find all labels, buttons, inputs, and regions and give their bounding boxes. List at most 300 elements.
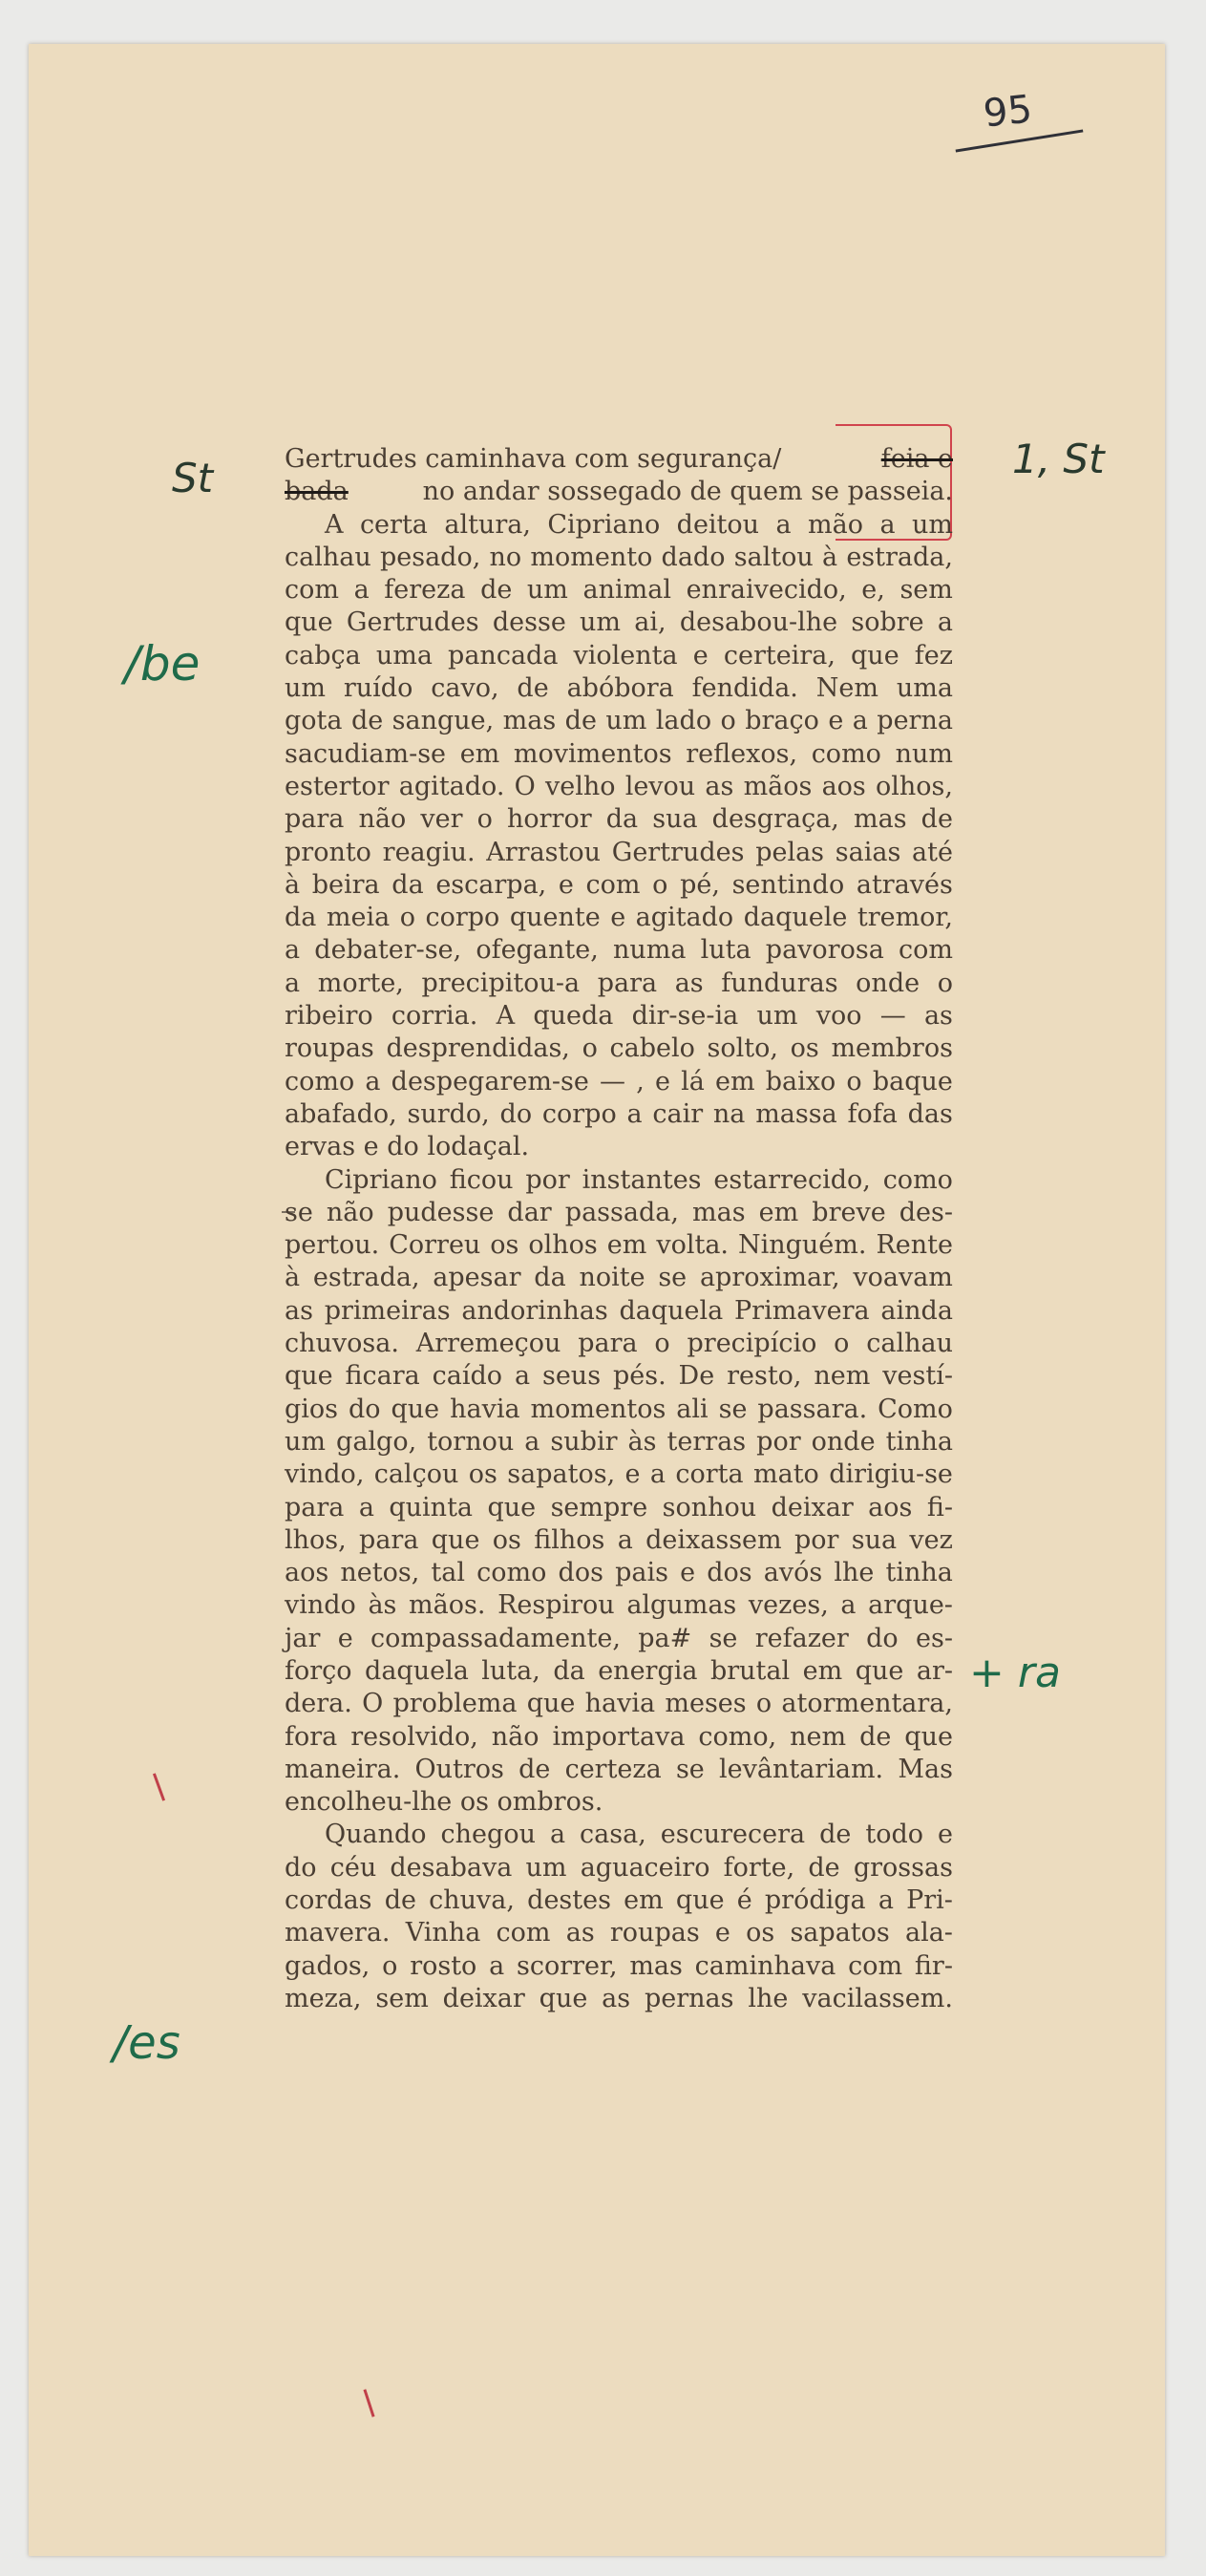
word: a xyxy=(285,968,301,998)
text-line xyxy=(285,1917,953,1949)
word: animal xyxy=(582,575,671,606)
word: calçou xyxy=(373,1459,459,1490)
word: filhos xyxy=(534,1524,605,1555)
word: sangue, xyxy=(391,706,495,736)
word: com xyxy=(285,575,339,606)
word: fir- xyxy=(914,1950,953,1981)
word: dos xyxy=(707,1558,752,1588)
word: pertou. xyxy=(285,1230,380,1261)
word: em xyxy=(459,738,500,769)
word: Cipriano xyxy=(547,509,661,540)
text-line xyxy=(285,705,953,737)
text-line xyxy=(285,1492,953,1524)
page-number-underline xyxy=(956,129,1084,152)
text-line xyxy=(285,1754,953,1786)
word: chuva, xyxy=(429,1885,515,1916)
word: Arrastou xyxy=(486,837,602,867)
word: como xyxy=(811,738,881,769)
word: das xyxy=(907,1098,953,1129)
word: vacilassem. xyxy=(802,1983,953,2013)
word: a xyxy=(358,1492,374,1522)
word: o xyxy=(382,1950,398,1981)
word: por xyxy=(793,1524,839,1555)
word: de xyxy=(808,1852,840,1883)
word: nem xyxy=(814,1361,871,1392)
word: os xyxy=(790,1033,819,1064)
word: as xyxy=(705,771,734,801)
word: a xyxy=(840,1590,857,1621)
word: fereza xyxy=(384,575,466,606)
word: daquele xyxy=(743,903,848,933)
word: voavam xyxy=(853,1263,953,1293)
word: se xyxy=(709,1623,738,1653)
word: vezes, xyxy=(748,1590,829,1621)
word: ficou xyxy=(449,1164,514,1195)
word: Primavera xyxy=(734,1295,870,1326)
word: e xyxy=(654,1066,670,1096)
word: braço xyxy=(745,706,819,736)
word: movimentos xyxy=(513,738,672,769)
word: por xyxy=(756,1426,801,1457)
word: roupas xyxy=(609,1918,700,1948)
word: da xyxy=(605,804,639,835)
text-line xyxy=(285,1983,953,2015)
text-line xyxy=(285,443,953,476)
word: lhos, xyxy=(285,1524,347,1555)
word: não xyxy=(326,1197,374,1227)
word: pés. xyxy=(612,1361,666,1392)
word: fendida. xyxy=(691,673,798,704)
word: des- xyxy=(899,1197,953,1227)
word: e xyxy=(624,1459,641,1490)
word: ar- xyxy=(916,1655,953,1686)
word: as xyxy=(565,1918,595,1948)
word: sapatos xyxy=(790,1918,890,1948)
word: um xyxy=(605,706,647,736)
word: energia xyxy=(598,1655,698,1686)
word: problema xyxy=(392,1689,518,1719)
page-number: 95 xyxy=(981,87,1035,137)
word: à xyxy=(285,1263,301,1293)
word: os xyxy=(746,1918,775,1948)
word: a xyxy=(626,1098,643,1129)
word: baixo xyxy=(765,1066,836,1096)
word: deitou xyxy=(676,509,760,540)
word: pudesse xyxy=(387,1197,495,1227)
text-line xyxy=(285,1721,953,1754)
word: céu xyxy=(329,1852,377,1883)
word: pancada xyxy=(448,640,559,671)
word: casa, xyxy=(580,1820,646,1850)
word: cordas xyxy=(285,1885,372,1916)
word: resolvido, xyxy=(350,1721,478,1752)
word: Rente xyxy=(876,1230,953,1261)
word: surdo, xyxy=(407,1098,490,1129)
word: como, xyxy=(698,1721,777,1752)
word: velho xyxy=(544,771,616,801)
word: , xyxy=(636,1066,645,1096)
word: funduras xyxy=(721,968,838,998)
word: quinta xyxy=(389,1492,474,1522)
word: os xyxy=(490,1230,519,1261)
word: aproximar, xyxy=(699,1263,840,1293)
word: violenta xyxy=(573,640,678,671)
word: maneira. xyxy=(285,1754,401,1784)
word: as xyxy=(602,1983,631,2013)
word: seus xyxy=(541,1361,602,1392)
word: desse xyxy=(492,607,566,638)
word: em xyxy=(606,1230,647,1261)
word: dado xyxy=(661,542,726,572)
word: Pri- xyxy=(906,1885,953,1916)
word: calhau xyxy=(866,1329,953,1359)
word: de xyxy=(517,673,549,704)
text-line xyxy=(285,1458,953,1491)
word: daquela xyxy=(619,1295,724,1326)
word: membros xyxy=(831,1033,953,1064)
word: meses xyxy=(665,1689,747,1719)
word: que xyxy=(285,607,333,638)
word: cabelo xyxy=(609,1033,695,1064)
word: estrada, xyxy=(312,1263,420,1293)
word: para xyxy=(359,1524,419,1555)
text-line xyxy=(285,1557,953,1589)
word: tremor, xyxy=(857,903,953,933)
word: ruído xyxy=(343,673,413,704)
word: e xyxy=(337,1623,353,1653)
word: se xyxy=(285,1197,313,1227)
word: levou xyxy=(624,771,696,801)
word: brutal xyxy=(709,1655,791,1686)
word: às xyxy=(627,1426,657,1457)
word: estrada, xyxy=(846,542,953,572)
word: sobre xyxy=(851,607,924,638)
text-line xyxy=(285,574,953,607)
word: o xyxy=(846,1066,862,1096)
word: o xyxy=(834,1329,850,1359)
word: escarpa, xyxy=(435,869,547,900)
word: terras xyxy=(666,1426,747,1457)
text-line xyxy=(285,542,953,574)
word: para xyxy=(578,1329,638,1359)
word: e xyxy=(938,1820,953,1850)
word: se xyxy=(658,1263,688,1293)
word: dir-se-ia xyxy=(631,1001,739,1032)
text-line xyxy=(285,607,953,639)
word: mãos. xyxy=(409,1590,486,1621)
word: luta, xyxy=(481,1655,540,1686)
word: beira xyxy=(311,869,380,900)
word: de xyxy=(564,706,597,736)
word: subir xyxy=(550,1426,618,1457)
text-line xyxy=(285,1262,953,1294)
text-line xyxy=(285,1197,953,1229)
word: fora xyxy=(285,1721,338,1752)
word: do xyxy=(499,1098,533,1129)
word: certeza xyxy=(564,1754,662,1784)
word: a xyxy=(489,1950,505,1981)
word: horror xyxy=(506,804,592,835)
word: debater-se, xyxy=(314,935,462,966)
text-line xyxy=(285,968,953,1000)
word: sem xyxy=(899,575,953,606)
word: a xyxy=(775,509,792,540)
word: por xyxy=(525,1164,570,1195)
word: mão xyxy=(808,509,864,540)
word: pernas xyxy=(644,1983,734,2013)
word: fez xyxy=(914,640,953,671)
word: a xyxy=(852,706,868,736)
word: da xyxy=(534,1263,566,1293)
word: a xyxy=(617,1524,633,1555)
word: o xyxy=(654,1329,670,1359)
word: para xyxy=(597,968,658,998)
text-line xyxy=(285,1295,953,1328)
word: a xyxy=(937,607,953,638)
text-line xyxy=(285,837,953,869)
word: refazer xyxy=(754,1623,849,1653)
word: pródiga xyxy=(764,1885,866,1916)
word: dera. xyxy=(285,1689,352,1719)
word: saltou xyxy=(733,542,814,572)
word: chegou xyxy=(440,1820,536,1850)
text-line xyxy=(285,803,953,836)
margin-note-es: /es xyxy=(113,2016,180,2070)
text-line xyxy=(285,1884,953,1917)
word: altura, xyxy=(444,509,531,540)
text-line xyxy=(285,1033,953,1065)
text-line xyxy=(285,934,953,967)
word: pais xyxy=(615,1558,668,1588)
word: corria. xyxy=(391,1001,478,1032)
word: Quando xyxy=(325,1820,427,1850)
text-line xyxy=(285,1623,953,1655)
word: momentos xyxy=(530,1394,666,1424)
word: até xyxy=(912,837,953,867)
red-tick-mark xyxy=(153,1773,165,1800)
word: estertor xyxy=(285,771,390,801)
word: Outros xyxy=(414,1754,504,1784)
word: momento xyxy=(530,542,653,572)
word: deixar xyxy=(442,1983,525,2013)
word: a xyxy=(649,1459,666,1490)
word: o xyxy=(582,1033,598,1064)
word: para xyxy=(285,804,345,835)
word: que xyxy=(855,1655,904,1686)
word: precipício xyxy=(687,1329,817,1359)
word: ala- xyxy=(904,1918,953,1948)
text-line xyxy=(285,1164,953,1197)
word: sentindo xyxy=(731,869,845,900)
word: o xyxy=(937,968,953,998)
word: os xyxy=(492,1524,521,1555)
word: gados, xyxy=(285,1950,370,1981)
word: a xyxy=(879,509,896,540)
text-segment: Gertrudes caminhava com segurança/ xyxy=(285,444,782,474)
word: desabava xyxy=(390,1852,513,1883)
word: da xyxy=(553,1655,585,1686)
word: de xyxy=(518,1754,551,1784)
word: a xyxy=(878,1885,894,1916)
word: tornou xyxy=(427,1426,515,1457)
word: Ninguém. xyxy=(737,1230,867,1261)
word: tinha xyxy=(885,1558,953,1588)
word: tal xyxy=(431,1558,466,1588)
text-line xyxy=(285,672,953,705)
word: aos xyxy=(868,1492,913,1522)
word: saias xyxy=(835,837,901,867)
word: netos, xyxy=(340,1558,420,1588)
word: um xyxy=(285,673,326,704)
word: ainda xyxy=(880,1295,953,1326)
word: jar xyxy=(285,1623,321,1653)
word: chuvosa. xyxy=(285,1329,399,1359)
word: cavo, xyxy=(431,673,499,704)
word: mas xyxy=(692,1197,746,1227)
word: à xyxy=(822,542,838,572)
word: vindo xyxy=(285,1590,356,1621)
word: pesado, xyxy=(379,542,481,572)
manuscript-page xyxy=(29,44,1165,2556)
word: que xyxy=(391,1394,440,1424)
word: com xyxy=(898,935,953,966)
word: uma xyxy=(375,640,433,671)
word: breve xyxy=(812,1197,886,1227)
word: de xyxy=(859,1721,892,1752)
word: ali xyxy=(676,1394,709,1424)
word: deixar xyxy=(771,1492,854,1522)
text-line xyxy=(285,1589,953,1622)
word: Gertrudes xyxy=(611,837,745,867)
word: pronto xyxy=(285,837,371,867)
word: com xyxy=(496,1918,551,1948)
word: com xyxy=(848,1950,903,1981)
word: voo xyxy=(815,1001,862,1032)
word: onde xyxy=(811,1426,876,1457)
word: não xyxy=(358,804,407,835)
word: desgraça, xyxy=(711,804,839,835)
word: e xyxy=(610,903,626,933)
word: que xyxy=(539,1983,588,2013)
word: de xyxy=(384,1885,416,1916)
word: grossas xyxy=(853,1852,953,1883)
word: abóbora xyxy=(566,673,674,704)
word: agitado. xyxy=(398,771,505,801)
word: andorinhas xyxy=(461,1295,608,1326)
word: a xyxy=(353,575,370,606)
text-line xyxy=(285,1000,953,1033)
word: enraivecido, xyxy=(686,575,847,606)
red-tick-mark-lower xyxy=(363,2389,374,2416)
word: mas xyxy=(854,804,907,835)
text-line xyxy=(285,771,953,803)
word: corpo xyxy=(425,903,500,933)
word: Respirou xyxy=(497,1590,615,1621)
word: precipitou-a xyxy=(421,968,581,998)
word: reagiu. xyxy=(382,837,476,867)
word: que xyxy=(487,1492,537,1522)
word: rosto xyxy=(410,1950,477,1981)
word: Como xyxy=(878,1394,953,1424)
word: e xyxy=(828,706,844,736)
word: como xyxy=(882,1164,953,1195)
word: meia xyxy=(326,903,391,933)
word: lhe xyxy=(834,1558,875,1588)
word: as xyxy=(285,1295,313,1326)
word: estarrecido, xyxy=(713,1164,871,1195)
word: em xyxy=(758,1197,799,1227)
word: olhos, xyxy=(876,771,953,801)
word: massa xyxy=(755,1098,837,1129)
word: Cipriano xyxy=(325,1164,437,1195)
text-line xyxy=(285,1950,953,1983)
word: instantes xyxy=(582,1164,702,1195)
word: e xyxy=(558,869,574,900)
word: sempre xyxy=(550,1492,648,1522)
word: — xyxy=(879,1001,906,1032)
word: em xyxy=(714,1066,755,1096)
word: lá xyxy=(681,1066,705,1096)
word: luta xyxy=(700,935,751,966)
word: vindo, xyxy=(285,1459,365,1490)
word: a xyxy=(365,1066,381,1096)
text-line xyxy=(285,640,953,672)
word: à xyxy=(285,869,301,900)
word: — xyxy=(600,1066,626,1096)
word: aguaceiro xyxy=(580,1852,710,1883)
word: noite xyxy=(579,1263,645,1293)
word: sonhou xyxy=(662,1492,757,1522)
text-line xyxy=(285,1688,953,1720)
word: no xyxy=(489,542,522,572)
word: o xyxy=(476,804,493,835)
word: um xyxy=(756,1001,798,1032)
word: a xyxy=(514,1361,531,1392)
word: ai, xyxy=(634,607,666,638)
word: forte, xyxy=(723,1852,795,1883)
word: passara. xyxy=(757,1394,868,1424)
word: corpo xyxy=(541,1098,617,1129)
word: a xyxy=(524,1426,540,1457)
word: e, xyxy=(861,575,885,606)
text-line xyxy=(285,1426,953,1458)
word: O xyxy=(362,1689,384,1719)
word: todo xyxy=(865,1820,924,1850)
word: ofegante, xyxy=(476,935,599,966)
word: quente xyxy=(509,903,601,933)
word: apesar xyxy=(433,1263,521,1293)
text-segment: no andar sossegado de quem se passeia. xyxy=(422,477,953,507)
word: mãos xyxy=(743,771,813,801)
word: um xyxy=(285,1426,326,1457)
word: do xyxy=(285,1852,317,1883)
word: vestí- xyxy=(882,1361,953,1392)
word: queda xyxy=(533,1001,614,1032)
word: como xyxy=(476,1558,547,1588)
word: cair xyxy=(652,1098,704,1129)
word: A xyxy=(325,509,344,540)
word: com xyxy=(585,869,641,900)
word: na xyxy=(712,1098,746,1129)
word: mas xyxy=(629,1950,683,1981)
margin-note-ra: + ra xyxy=(969,1649,1061,1697)
word: agitado xyxy=(635,903,734,933)
word: de xyxy=(920,804,953,835)
text-line: ervas e do lodaçal. xyxy=(285,1132,530,1162)
text-line xyxy=(285,1229,953,1262)
word: lado xyxy=(655,706,712,736)
word: desprendidas, xyxy=(386,1033,570,1064)
